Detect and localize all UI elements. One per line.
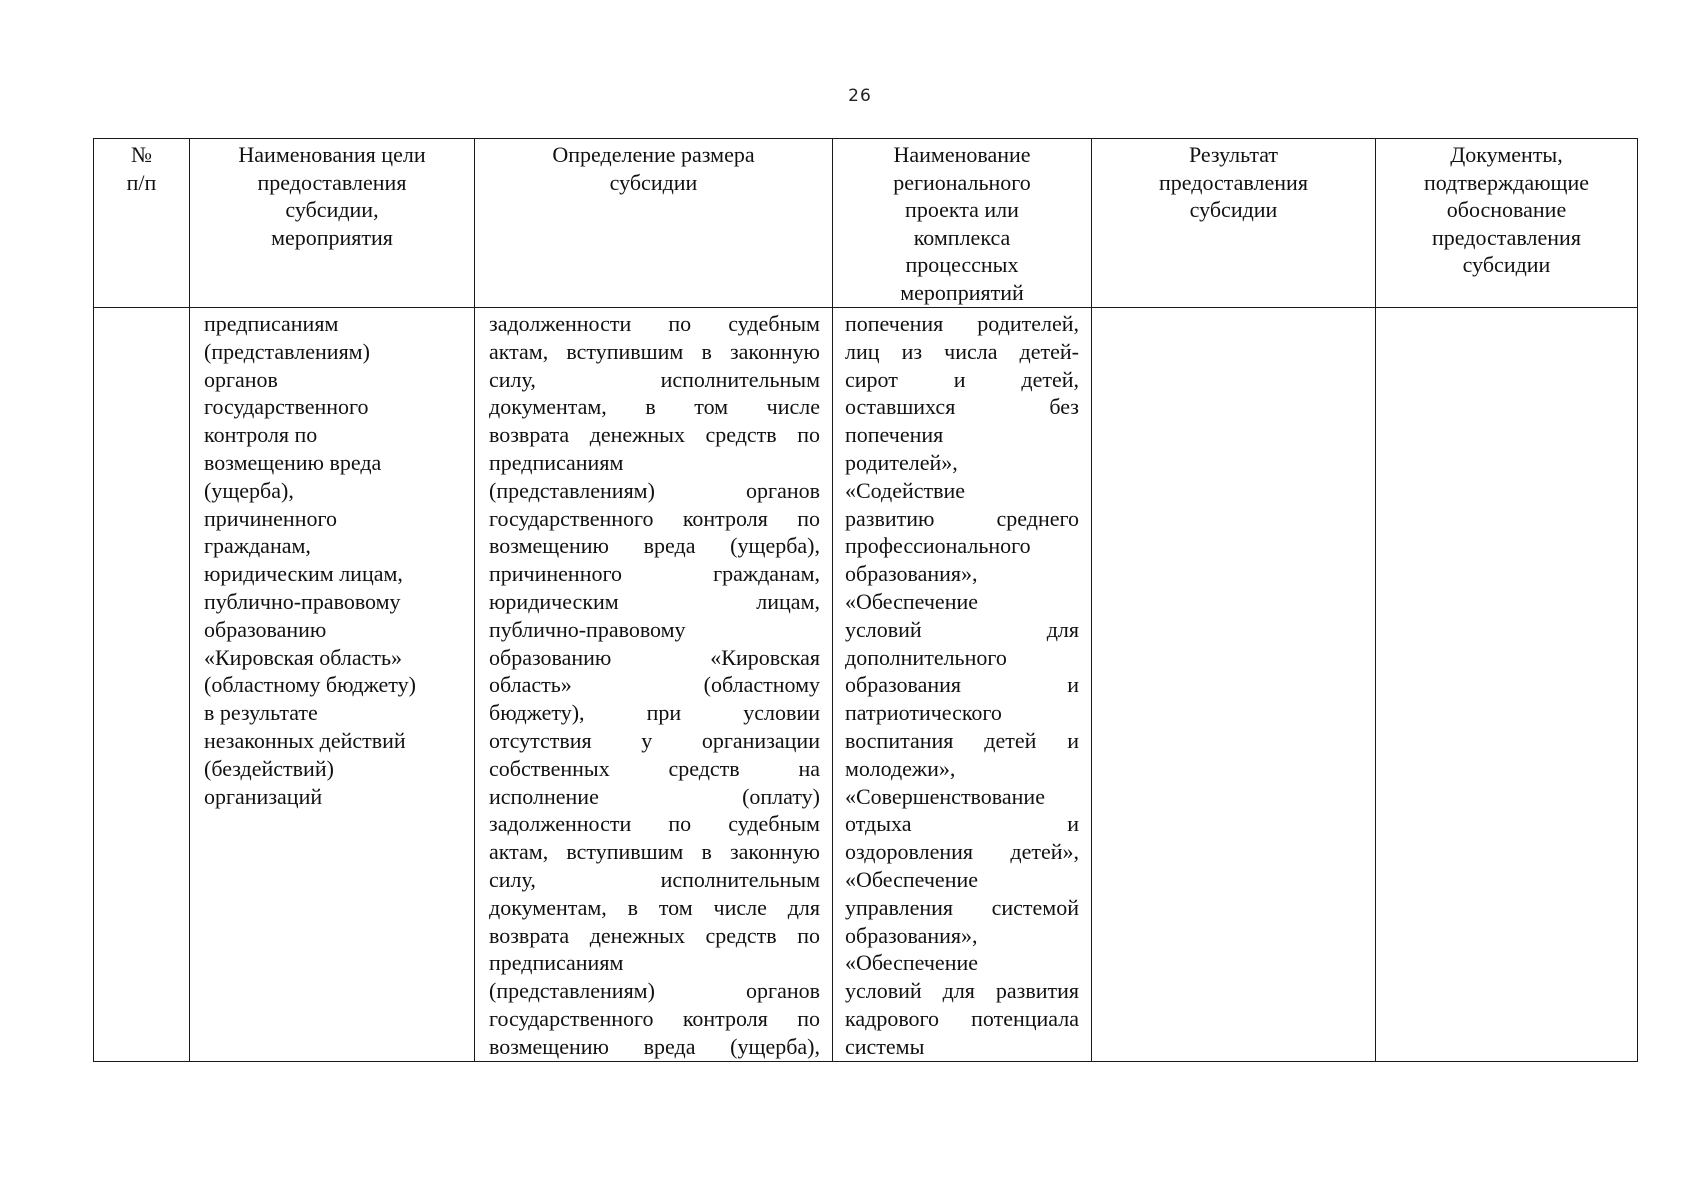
text-line: кадрового потенциала xyxy=(845,1005,1079,1031)
text-line: юридическим лицам, xyxy=(489,588,820,614)
text-line: задолженности по судебным xyxy=(489,811,820,837)
text-line: актам, вступившим в законную xyxy=(489,839,820,865)
page-number: 26 xyxy=(848,86,872,106)
text-line: возмещению вреда (ущерба), xyxy=(489,1033,820,1059)
text-line: область» (областному xyxy=(489,672,820,698)
text-line: образования и xyxy=(845,672,1079,698)
text-line: предписаниям xyxy=(489,950,624,976)
text-line: организаций xyxy=(204,783,323,809)
header-subsidy-size xyxy=(475,139,833,308)
text-line: условий для развития xyxy=(845,978,1079,1004)
text-line: силу, исполнительным xyxy=(489,366,820,392)
text-line: возмещению вреда (ущерба), xyxy=(489,533,820,559)
cell-result xyxy=(1092,308,1376,1062)
text-line: возврата денежных средств по xyxy=(489,422,820,448)
text-line: отдыха и xyxy=(845,811,1079,837)
text-line: оздоровления детей», xyxy=(845,839,1079,865)
text-line: воспитания детей и xyxy=(845,727,1079,753)
text-line: молодежи», xyxy=(845,755,956,781)
text-line: государственного контроля по xyxy=(489,1005,820,1031)
text-line: возмещению вреда xyxy=(204,449,382,475)
text-line: контроля по xyxy=(204,422,318,448)
text-line: (представлениям) органов xyxy=(489,477,820,503)
text-line: управления системой xyxy=(845,894,1079,920)
text-line: «Обеспечение xyxy=(845,950,978,976)
text-line: сирот и детей, xyxy=(845,366,1079,392)
text-line: профессионального xyxy=(845,533,1031,559)
text-line: субсидии xyxy=(1189,197,1278,222)
text-line: мероприятий xyxy=(900,279,1024,305)
text-line: публично-правовому xyxy=(489,616,686,642)
cell-documents xyxy=(1376,308,1638,1062)
text-line: Определение размера xyxy=(552,142,755,167)
text-line: публично-правовому xyxy=(204,588,401,614)
text-line: попечения xyxy=(845,422,944,448)
text-line: условий для xyxy=(845,616,1079,642)
text-line: обоснование xyxy=(1446,197,1567,222)
text-line: (ущерба), xyxy=(204,477,294,503)
table-header-row xyxy=(94,139,1638,308)
cell-goal xyxy=(190,308,475,1062)
text-line: силу, исполнительным xyxy=(489,866,820,892)
text-line: процессных xyxy=(905,252,1019,277)
text-line: лиц из числа детей- xyxy=(845,338,1079,364)
text-line: государственного xyxy=(204,394,369,420)
text-line: «Кировская область» xyxy=(204,644,403,670)
cell-number xyxy=(94,308,190,1062)
text-line: регионального xyxy=(893,169,1031,195)
text-line: «Совершенствование xyxy=(845,783,1045,809)
text-line: юридическим лицам, xyxy=(204,561,403,587)
text-line: бюджету), при условии xyxy=(489,700,820,726)
text-line: образования», xyxy=(845,561,978,587)
text-line: в результате xyxy=(204,700,318,726)
text-line: (представлениям) органов xyxy=(489,978,820,1004)
text-line: образованию «Кировская xyxy=(489,644,820,670)
text-line: субсидии, xyxy=(285,197,379,222)
text-line: (бездействий) xyxy=(204,755,334,781)
text-line: предоставления xyxy=(1432,224,1581,250)
text-line: гражданам, xyxy=(204,533,311,559)
text-line: государственного контроля по xyxy=(489,505,820,531)
text-line: незаконных действий xyxy=(204,727,406,753)
text-line: родителей», xyxy=(845,449,958,475)
text-line: предоставления xyxy=(257,169,407,195)
text-line: № xyxy=(131,142,152,167)
text-line: предоставления xyxy=(1159,169,1308,195)
text-line: попечения родителей, xyxy=(845,311,1079,336)
text-line: оставшихся без xyxy=(845,394,1079,420)
text-line: патриотического xyxy=(845,700,1002,726)
subsidy-table xyxy=(93,138,1638,1062)
text-line: (областному бюджету) xyxy=(204,672,416,698)
text-line: мероприятия xyxy=(271,224,393,250)
table-row xyxy=(94,308,1638,1062)
text-line: Наименование xyxy=(893,142,1031,167)
text-line: органов xyxy=(204,366,278,392)
text-line: актам, вступившим в законную xyxy=(489,338,820,364)
text-line: Результат xyxy=(1188,142,1279,167)
text-line: предписаниям xyxy=(489,449,624,475)
header-regional-project xyxy=(833,139,1092,308)
text-line: образования», xyxy=(845,922,978,948)
text-line: системы xyxy=(845,1033,925,1059)
cell-regional-project xyxy=(833,308,1092,1062)
text-line: отсутствия у организации xyxy=(489,727,820,753)
text-line: документам, в том числе xyxy=(489,394,820,420)
header-documents xyxy=(1376,139,1638,308)
text-line: «Содействие xyxy=(845,477,966,503)
text-line: возврата денежных средств по xyxy=(489,922,820,948)
text-line: задолженности по судебным xyxy=(489,311,820,336)
text-line: проекта или xyxy=(905,197,1019,222)
text-line: субсидии xyxy=(1462,252,1551,277)
cell-subsidy-size xyxy=(475,308,833,1062)
text-line: исполнение (оплату) xyxy=(489,783,820,809)
header-goal xyxy=(190,139,475,308)
text-line: причиненного xyxy=(204,505,337,531)
text-line: подтверждающие xyxy=(1423,169,1590,195)
header-number xyxy=(94,139,190,308)
text-line: Наименования цели xyxy=(238,142,426,167)
text-line: предписаниям xyxy=(204,311,339,336)
text-line: комплекса xyxy=(913,224,1011,250)
text-line: «Обеспечение xyxy=(845,866,978,892)
text-line: образованию xyxy=(204,616,327,642)
text-line: «Обеспечение xyxy=(845,588,978,614)
text-line: Документы, xyxy=(1450,142,1563,167)
text-line: причиненного гражданам, xyxy=(489,561,820,587)
text-line: субсидии xyxy=(609,169,698,195)
header-result xyxy=(1092,139,1376,308)
text-line: собственных средств на xyxy=(489,755,820,781)
text-line: развитию среднего xyxy=(845,505,1079,531)
text-line: (представлениям) xyxy=(204,338,370,364)
text-line: документам, в том числе для xyxy=(489,894,820,920)
text-line: дополнительного xyxy=(845,644,1007,670)
text-line: п/п xyxy=(126,169,157,195)
